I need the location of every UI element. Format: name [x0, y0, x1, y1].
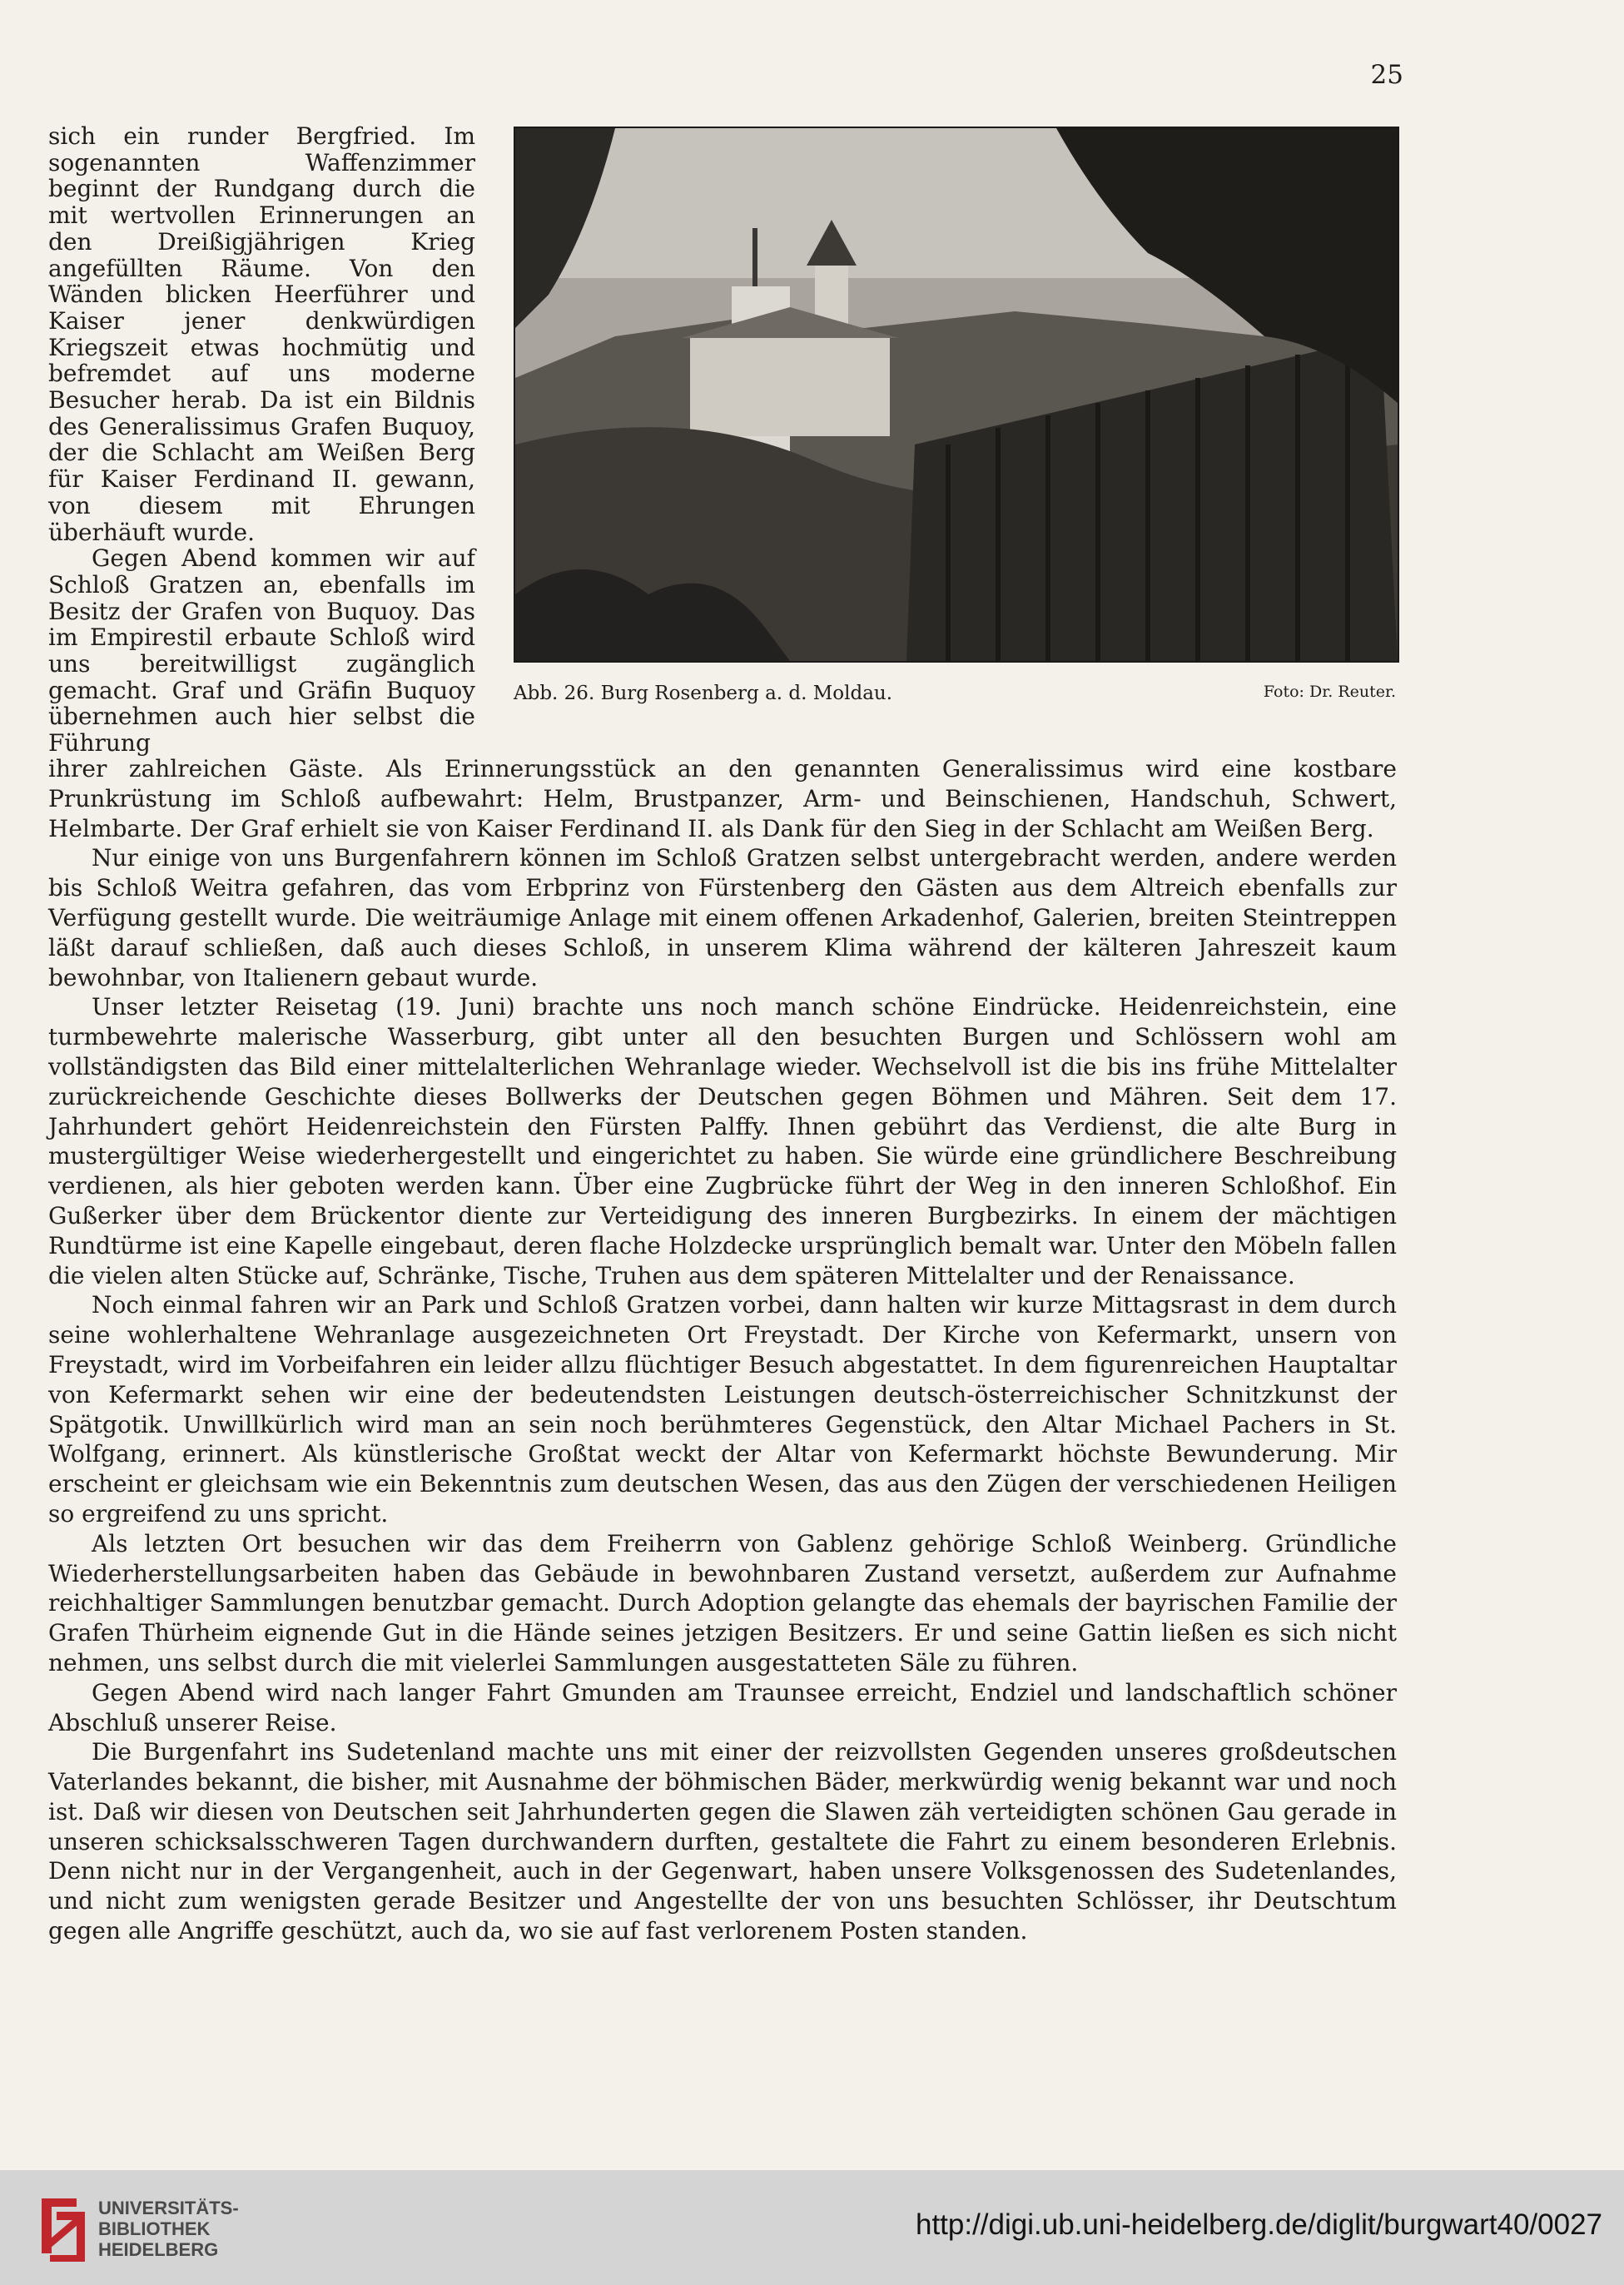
library-name-line: BIBLIOTHEK [98, 2218, 211, 2239]
paragraph: sich ein runder Bergfried. Im sogenannten Waffenzimmer beginnt der Rundgang durch die mit wertvollen Erinnerungen an den Dreißigjährigen Krieg angefüllten Räume. Von den Wänden blicken Heerführer und Kaiser jener denkwürdigen Kriegszeit etwas hochmütig und befremdet auf uns moderne Besucher herab. Da ist ein Bildnis des Generalissimus Grafen Buquoy, der die Schlacht am Weißen Berg für Kaiser Ferdinand II. gewann, von diesem mit Ehrungen überhäuft wurde. [48, 122, 475, 546]
library-name-line: UNIVERSITÄTS- [98, 2198, 239, 2218]
library-name [98, 2198, 239, 2260]
full-width-text [48, 754, 1397, 1946]
paragraph: Gegen Abend kommen wir auf Schloß Gratzen an, ebenfalls im Besitz der Grafen von Buquoy. Das im Empirestil erbaute Schloß wird uns bereitwilligst zugänglich gemacht. Graf und Gräfin Buquoy übernehmen auch hier selbst die Führung [48, 544, 475, 758]
footer-bar [0, 2170, 1624, 2285]
source-url[interactable]: http://digi.ub.uni-heidelberg.de/diglit/burgwart40/0027 [915, 2208, 1602, 2241]
logo-shape [42, 2198, 85, 2262]
paragraph: Die Burgenfahrt ins Sudetenland machte uns mit einer der reizvollsten Gegenden unseres großdeutschen Vaterlandes bekannt, die bisher, mit Ausnahme der böhmischen Bäder, merkwürdig wenig bekannt war und noch ist. Daß wir diesen von Deutschen seit Jahrhunderten gegen die Slawen zäh verteidigten schönen Gau gerade in unseren schicksalsschweren Tagen durchwandern durften, gestaltete die Fahrt zu einem besonderen Erlebnis. Denn nicht nur in der Vergangenheit, auch in der Gegenwart, haben unsere Volksgenossen des Sudetenlandes, und nicht zum wenigsten gerade Besitzer und Angestellte der von uns besuchten Schlösser, ihr Deutschtum gegen alle Angriffe geschützt, auch da, wo sie auf fast verlorenem Posten standen. [48, 1738, 1397, 1945]
paragraph: ihrer zahlreichen Gäste. Als Erinnerungsstück an den genannten Generalissimus wird eine kostbare Prunkrüstung im Schloß aufbewahrt: Helm, Brustpanzer, Arm- und Beinschienen, Handschuh, Schwert, Helmbarte. Der Graf erhielt sie von Kaiser Ferdinand II. als Dank für den Sieg in der Schlacht am Weißen Berg. [48, 755, 1397, 842]
paragraph: Als letzten Ort besuchen wir das dem Freiherrn von Gablenz gehörige Schloß Weinberg. Gründliche Wiederherstellungsarbeiten haben das Gebäude in bewohnbaren Zustand versetzt, außerdem zur Aufnahme reichhaltiger Sammlungen benutzbar gemacht. Durch Adoption gelangte das ehemals der bayrischen Familie der Grafen Thürheim eignende Gut in die Hände seines jetzigen Besitzers. Er und seine Gattin ließen es sich nicht nehmen, uns selbst durch die mit vielerlei Sammlungen ausgestatteten Säle zu führen. [48, 1529, 1397, 1676]
paragraph: Noch einmal fahren wir an Park und Schloß Gratzen vorbei, dann halten wir kurze Mittagsrast in dem durch seine wohlerhaltene Wehranlage ausgezeichneten Ort Freystadt. Der Kirche von Kefermarkt, unsern von Freystadt, wird im Vorbeifahren ein leider allzu flüchtiger Besuch abgestattet. In dem figurenreichen Hauptaltar von Kefermarkt sehen wir eine der bedeutendsten Leistungen deutsch-österreichischer Schnitzkunst der Spätgotik. Unwillkürlich wird man an sein noch berühmteres Gegenstück, den Altar Michael Pachers in St. Wolfgang, erinnert. Als künstlerische Großtat weckt der Altar von Kefermarkt höchste Bewunderung. Mir erscheint er gleichsam wie ein Bekenntnis zum deutschen Wesen, das aus den Zügen der verschiedenen Heiligen so ergreifend zu uns spricht. [48, 1291, 1397, 1527]
library-name-line: HEIDELBERG [98, 2239, 219, 2260]
photo-credit: Foto: Dr. Reuter. [1263, 683, 1396, 701]
castle-photo [515, 128, 1398, 661]
paragraph: Unser letzter Reisetag (19. Juni) brachte uns noch manch schöne Eindrücke. Heidenreichstein, eine turmbewehrte malerische Wasserburg, gibt unter all den besuchten Burgen und Schlössern wohl am vollständigsten das Bild einer mittelalterlichen Wehranlage wieder. Wechselvoll ist die bis ins frühe Mittelalter zurückreichende Geschichte dieses Bollwerks der Deutschen gegen Böhmen und Mähren. Seit dem 17. Jahrhundert gehört Heidenreichstein den Fürsten Palffy. Ihnen gebührt das Verdienst, die alte Burg in mustergültiger Weise wiederhergestellt und eingerichtet zu haben. Sie würde eine gründlichere Beschreibung verdienen, als hier geboten werden kann. Über eine Zugbrücke führt der Weg in den inneren Schloßhof. Ein Gußerker über dem Brückentor diente zur Verteidigung des inneren Burgbezirks. In einem der mächtigen Rundtürme ist eine Kapelle eingebaut, deren flache Holzdecke ursprünglich bemalt war. Unter den Möbeln fallen die vielen alten Stücke auf, Schränke, Tische, Truhen aus dem späteren Mittelalter und der Renaissance. [48, 993, 1397, 1289]
caption-text: Abb. 26. Burg Rosenberg a. d. Moldau. [514, 683, 893, 704]
figure-photo [514, 127, 1399, 663]
page-number: 25 [1370, 60, 1403, 90]
library-logo-icon [38, 2195, 88, 2265]
paragraph: Gegen Abend wird nach langer Fahrt Gmunden am Traunsee erreicht, Endziel und landschaftlich schöner Abschluß unserer Reise. [48, 1678, 1397, 1736]
column-text [48, 123, 475, 757]
paragraph: Nur einige von uns Burgenfahrern können im Schloß Gratzen selbst untergebracht werden, andere werden bis Schloß Weitra gefahren, das vom Erbprinz von Fürstenberg den Gästen aus dem Altreich ebenfalls zur Verfügung gestellt wurde. Die weiträumige Anlage mit einem offenen Arkadenhof, Galerien, breiten Steintreppen läßt darauf schließen, daß auch dieses Schloß, in unserem Klima während der kälteren Jahreszeit kaum bewohnbar, von Italienern gebaut wurde. [48, 844, 1397, 991]
